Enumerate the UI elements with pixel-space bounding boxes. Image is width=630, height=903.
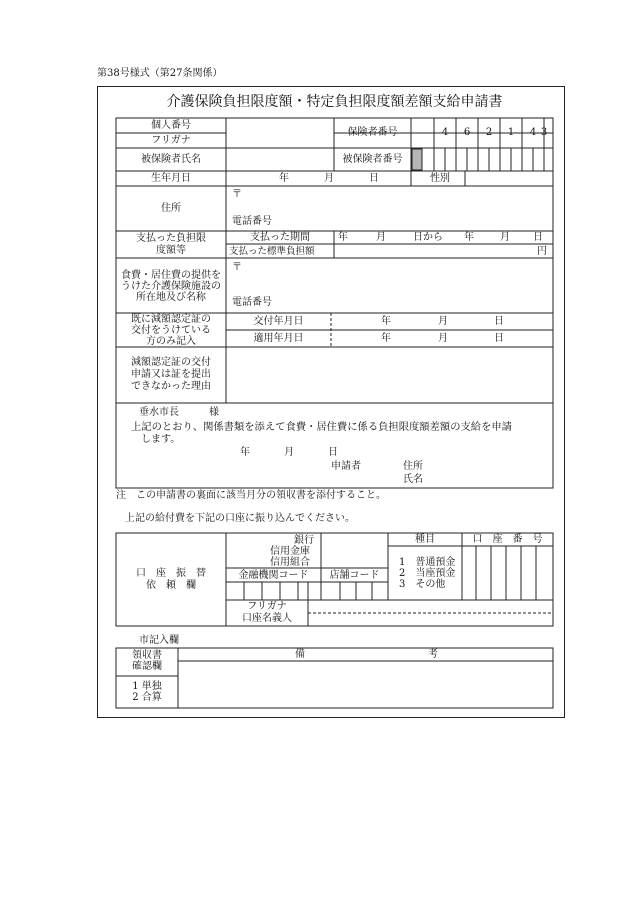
insurer-digit: 4	[441, 127, 449, 138]
postal-mark: 〒	[232, 189, 242, 200]
birth-day-label: 日	[369, 173, 379, 184]
facility-label-3: 所在地及び名称	[136, 292, 206, 303]
receipt-check-label: 領収書	[132, 650, 162, 661]
paid-amount-label: 支払った負担限	[136, 233, 206, 244]
branch-code-label: 店舗コード	[329, 570, 380, 581]
birthdate-label: 生年月日	[151, 173, 191, 184]
insured-name-label: 被保険者氏名	[141, 154, 201, 165]
apply-year: 年	[381, 333, 391, 344]
insured-number-shaded-cell	[412, 149, 422, 170]
issue-month: 月	[438, 316, 448, 327]
paid-standard-label: 支払った標準負担額	[229, 246, 315, 257]
mayor-addressee: 垂水市長 様	[139, 407, 219, 418]
insurer-digit: 6	[463, 127, 471, 138]
insurer-digit: 4	[529, 127, 537, 138]
option-combined: 2 合算	[132, 692, 162, 703]
birth-year-label: 年	[279, 173, 289, 184]
birth-month-label: 月	[324, 173, 334, 184]
bank-transfer-label: 口 座 振 替	[136, 568, 206, 579]
insurer-digit: 3	[540, 127, 548, 138]
account-kind-other: 3 その他	[399, 579, 446, 590]
account-number-header: 口 座 番 号	[472, 534, 543, 545]
facility-phone-label: 電話番号	[232, 297, 272, 308]
reason-label-2: 申請又は証を提出	[131, 369, 211, 380]
institution-code-label: 金融機関コード	[238, 570, 309, 581]
remarks-label-1: 備	[295, 649, 305, 660]
insured-number-label: 被保険者番号	[342, 154, 403, 165]
furigana-label: フリガナ	[151, 135, 191, 146]
option-single: 1 単独	[132, 681, 162, 692]
bank-type-credit-union: 信用組合	[270, 557, 310, 568]
applicant-label: 申請者	[331, 461, 361, 472]
address-label: 住所	[161, 203, 181, 214]
insurer-digit: 2	[485, 127, 493, 138]
account-kind-current: 2 当座預金	[399, 568, 456, 579]
personal-number-label: 個人番号	[151, 120, 191, 131]
note-text: 注 この申請書の裏面に該当月分の領収書を添付すること。	[116, 490, 386, 501]
issue-day: 日	[494, 316, 504, 327]
issue-year: 年	[381, 316, 391, 327]
issue-date-label: 交付年月日	[253, 316, 304, 327]
account-kind-header: 種目	[415, 534, 435, 545]
form-title: 介護保険負担限度額・特定負担限度額差額支給申請書	[166, 94, 503, 110]
apply-day: 日	[494, 333, 504, 344]
paid-period-label: 支払った期間	[250, 232, 310, 243]
facility-postal-mark: 〒	[232, 262, 242, 273]
declaration-text-2: します。	[141, 434, 181, 445]
applicant-address-label: 住所	[403, 461, 423, 472]
facility-label: 食費・居住費の提供を	[121, 270, 221, 281]
existing-cert-label-2: 交付をうけている	[131, 325, 211, 336]
period-day-to: 日	[533, 232, 543, 243]
remarks-label-2: 考	[428, 649, 438, 660]
yen-label: 円	[537, 246, 547, 257]
apply-month: 月	[438, 333, 448, 344]
city-table-border	[116, 648, 553, 708]
period-month-from: 月	[376, 232, 386, 243]
declaration-month: 月	[284, 447, 294, 458]
existing-cert-label-3: 方のみ記入	[146, 336, 196, 347]
existing-cert-label: 既に減額認定証の	[131, 314, 211, 325]
period-year-from: 年	[338, 232, 348, 243]
insurer-digit: 1	[507, 127, 515, 138]
reason-label-3: できなかった理由	[131, 381, 211, 392]
transfer-intro: 上記の給付費を下記の口座に振り込んでください。	[125, 513, 355, 524]
insurer-number-label: 保険者番号	[347, 127, 398, 138]
declaration-text: 上記のとおり、関係書類を添えて食費・居住費に係る負担限度額差額の支給を申請	[131, 421, 512, 433]
bank-type-credit-bank: 信用金庫	[270, 546, 310, 557]
period-day-from: 日から	[413, 232, 443, 243]
paid-amount-label-2: 度額等	[156, 245, 186, 256]
declaration-day: 日	[328, 447, 338, 458]
period-month-to: 月	[500, 232, 510, 243]
holder-furigana-label: フリガナ	[247, 601, 287, 612]
period-year-to: 年	[464, 232, 474, 243]
receipt-check-label-2: 確認欄	[132, 661, 162, 672]
city-section-title: 市記入欄	[139, 635, 179, 646]
phone-label: 電話番号	[232, 216, 272, 227]
bank-transfer-label-2: 依 頼 欄	[146, 580, 196, 591]
gender-label: 性別	[430, 173, 450, 184]
applicant-name-label: 氏名	[403, 474, 423, 485]
apply-date-label: 適用年月日	[253, 333, 304, 344]
holder-name-label: 口座名義人	[242, 613, 292, 624]
bank-type-bank: 銀行	[294, 535, 314, 546]
facility-label-2: うけた介護保険施設の	[121, 281, 221, 292]
form-number: 第38号様式（第27条関係）	[97, 68, 223, 79]
account-kind-ordinary: 1 普通預金	[399, 557, 456, 568]
reason-label: 減額認定証の交付	[131, 357, 211, 368]
declaration-year: 年	[240, 447, 250, 458]
